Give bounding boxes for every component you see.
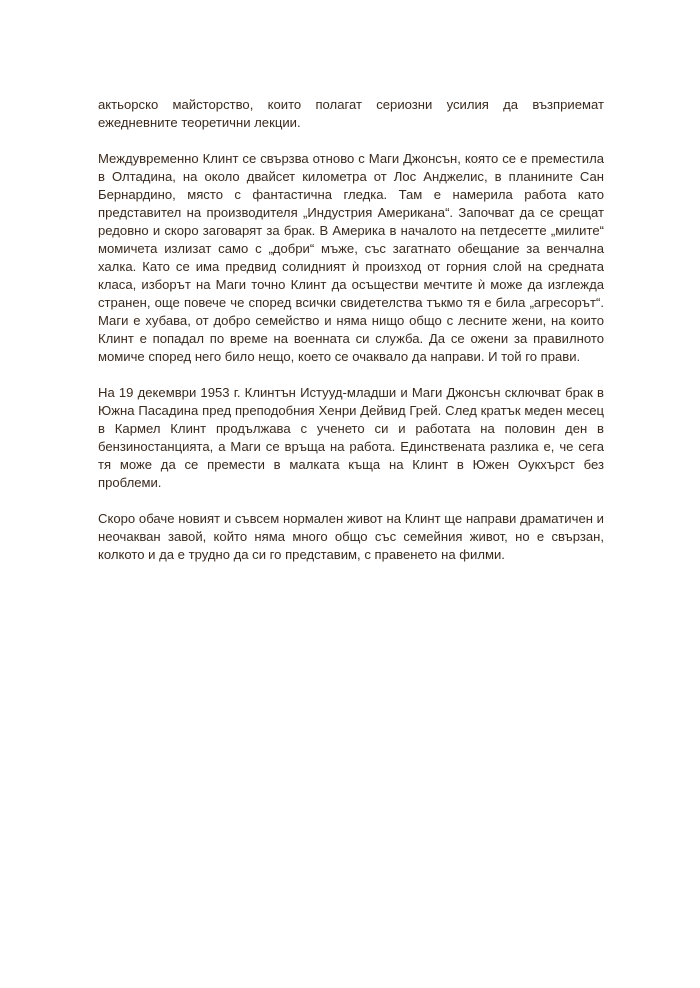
document-page [98, 96, 604, 582]
paragraph-3: На 19 декември 1953 г. Клинтън Истууд-младши и Маги Джонсън сключват брак в Южна Пасадина пред преподобния Хенри Дейвид Грей. След кратък меден месец в Кармел Клинт продължава с ученето си и работата на половин ден в бензиностанцията, а Маги се връща на работа. Единствената разлика е, че сега тя може да се премести в малката къща на Клинт в Южен Оукхърст без проблеми. [98, 385, 604, 490]
paragraph-1: актьорско майсторство, които полагат сериозни усилия да възприемат ежедневните теоретични лекции. [98, 97, 604, 130]
paragraph-4: Скоро обаче новият и съвсем нормален живот на Клинт ще направи драматичен и неочакван завой, който няма много общо със семейния живот, но е свързан, колкото и да е трудно да си го представим, с правенето на филми. [98, 511, 604, 562]
paragraph-2: Междувременно Клинт се свързва отново с Маги Джонсън, която се е преместила в Олтадина, на около двайсет километра от Лос Анджелис, в планините Сан Бернардино, място с фантастична гледка. Там е намерила работа като представител на производителя „Индустрия Американа“. Започват да се срещат редовно и скоро заговарят за брак. В Америка в началото на петдесетте „милите“ момичета излизат само с „добри“ мъже, със загатнато обещание за венчална халка. Като се има предвид солидният ѝ произход от горния слой на средната класа, изборът на Маги точно Клинт да осъществи мечтите ѝ може да изглежда странен, още повече че според всички свидетелства тъкмо тя е била „агресорът“. Маги е хубава, от добро семейство и няма нищо общо с лесните жени, на които Клинт е попадал по време на военната си служба. Да се ожени за правилното момиче според него било нещо, което се очаквало да направи. И той го прави. [98, 151, 604, 364]
